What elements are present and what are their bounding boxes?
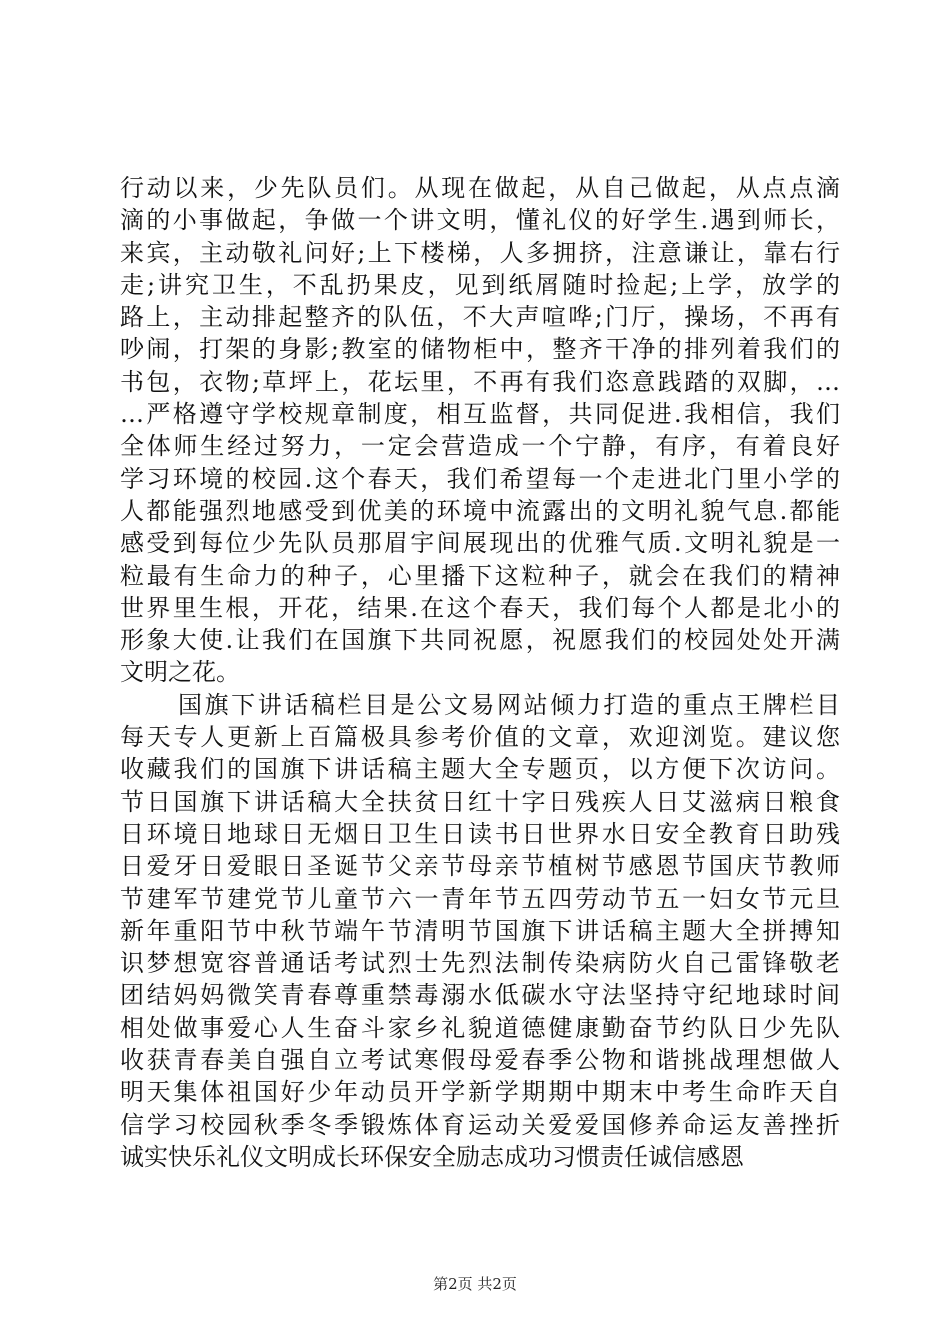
text-line: 新年重阳节中秋节端午节清明节国旗下讲话稿主题大全拼搏知: [120, 916, 840, 945]
text-line: 文明之花。: [120, 658, 240, 687]
text-line: 路上，主动排起整齐的队伍，不大声喧哗;门厅，操场，不再有: [120, 303, 840, 332]
text-line: 明天集体祖国好少年动员开学新学期期中期末中考生命昨天自: [120, 1078, 840, 1107]
paragraph-2: [120, 689, 840, 1173]
text-line: 书包，衣物;草坪上，花坛里，不再有我们恣意践踏的双脚，…: [120, 367, 840, 396]
text-line: 每天专人更新上百篇极具参考价值的文章，欢迎浏览。建议您: [120, 723, 840, 752]
text-line: …严格遵守学校规章制度，相互监督，共同促进.我相信，我们: [120, 400, 840, 429]
text-line: 形象大使.让我们在国旗下共同祝愿，祝愿我们的校园处处开满: [120, 626, 840, 655]
text-line: 节建军节建党节儿童节六一青年节五四劳动节五一妇女节元旦: [120, 884, 840, 913]
text-line: 粒最有生命力的种子，心里播下这粒种子，就会在我们的精神: [120, 561, 840, 590]
paragraph-1: [120, 172, 840, 689]
text-line: 感受到每位少先队员那眉宇间展现出的优雅气质.文明礼貌是一: [120, 529, 840, 558]
text-line: 全体师生经过努力，一定会营造成一个宁静，有序，有着良好: [120, 432, 840, 461]
document-body: [120, 172, 840, 1173]
text-line: 滴的小事做起，争做一个讲文明，懂礼仪的好学生.遇到师长，: [120, 206, 840, 235]
text-line: 来宾，主动敬礼问好;上下楼梯，人多拥挤，注意谦让，靠右行: [120, 238, 840, 267]
text-line: 国旗下讲话稿栏目是公文易网站倾力打造的重点王牌栏目: [178, 690, 840, 719]
text-line: 团结妈妈微笑青春尊重禁毒溺水低碳水守法坚持守纪地球时间: [120, 981, 840, 1010]
text-line: 信学习校园秋季冬季锻炼体育运动关爱爱国修养命运友善挫折: [120, 1110, 840, 1139]
text-line: 相处做事爱心人生奋斗家乡礼貌道德健康勤奋节约队日少先队: [120, 1013, 840, 1042]
page-number-footer: 第2页 共2页: [433, 1275, 517, 1293]
text-line: 日爱牙日爱眼日圣诞节父亲节母亲节植树节感恩节国庆节教师: [120, 852, 840, 881]
text-line: 收获青春美自强自立考试寒假母爱春季公物和谐挑战理想做人: [120, 1046, 840, 1075]
text-line: 识梦想宽容普通话考试烈士先烈法制传染病防火自己雷锋敬老: [120, 949, 840, 978]
text-line: 人都能强烈地感受到优美的环境中流露出的文明礼貌气息.都能: [120, 496, 840, 525]
text-line: 世界里生根，开花，结果.在这个春天，我们每个人都是北小的: [120, 593, 840, 622]
text-line: 吵闹，打架的身影;教室的储物柜中，整齐干净的排列着我们的: [120, 335, 840, 364]
text-line: 诚实快乐礼仪文明成长环保安全励志成功习惯责任诚信感恩: [120, 1142, 744, 1171]
text-line: 日环境日地球日无烟日卫生日读书日世界水日安全教育日助残: [120, 819, 840, 848]
text-line: 收藏我们的国旗下讲话稿主题大全专题页，以方便下次访问。: [120, 755, 840, 784]
text-line: 走;讲究卫生，不乱扔果皮，见到纸屑随时捡起;上学，放学的: [120, 270, 840, 299]
text-line: 节日国旗下讲话稿大全扶贫日红十字日残疾人日艾滋病日粮食: [120, 787, 840, 816]
text-line: 学习环境的校园.这个春天，我们希望每一个走进北门里小学的: [120, 464, 840, 493]
text-line: 行动以来，少先队员们。从现在做起，从自己做起，从点点滴: [120, 174, 840, 202]
